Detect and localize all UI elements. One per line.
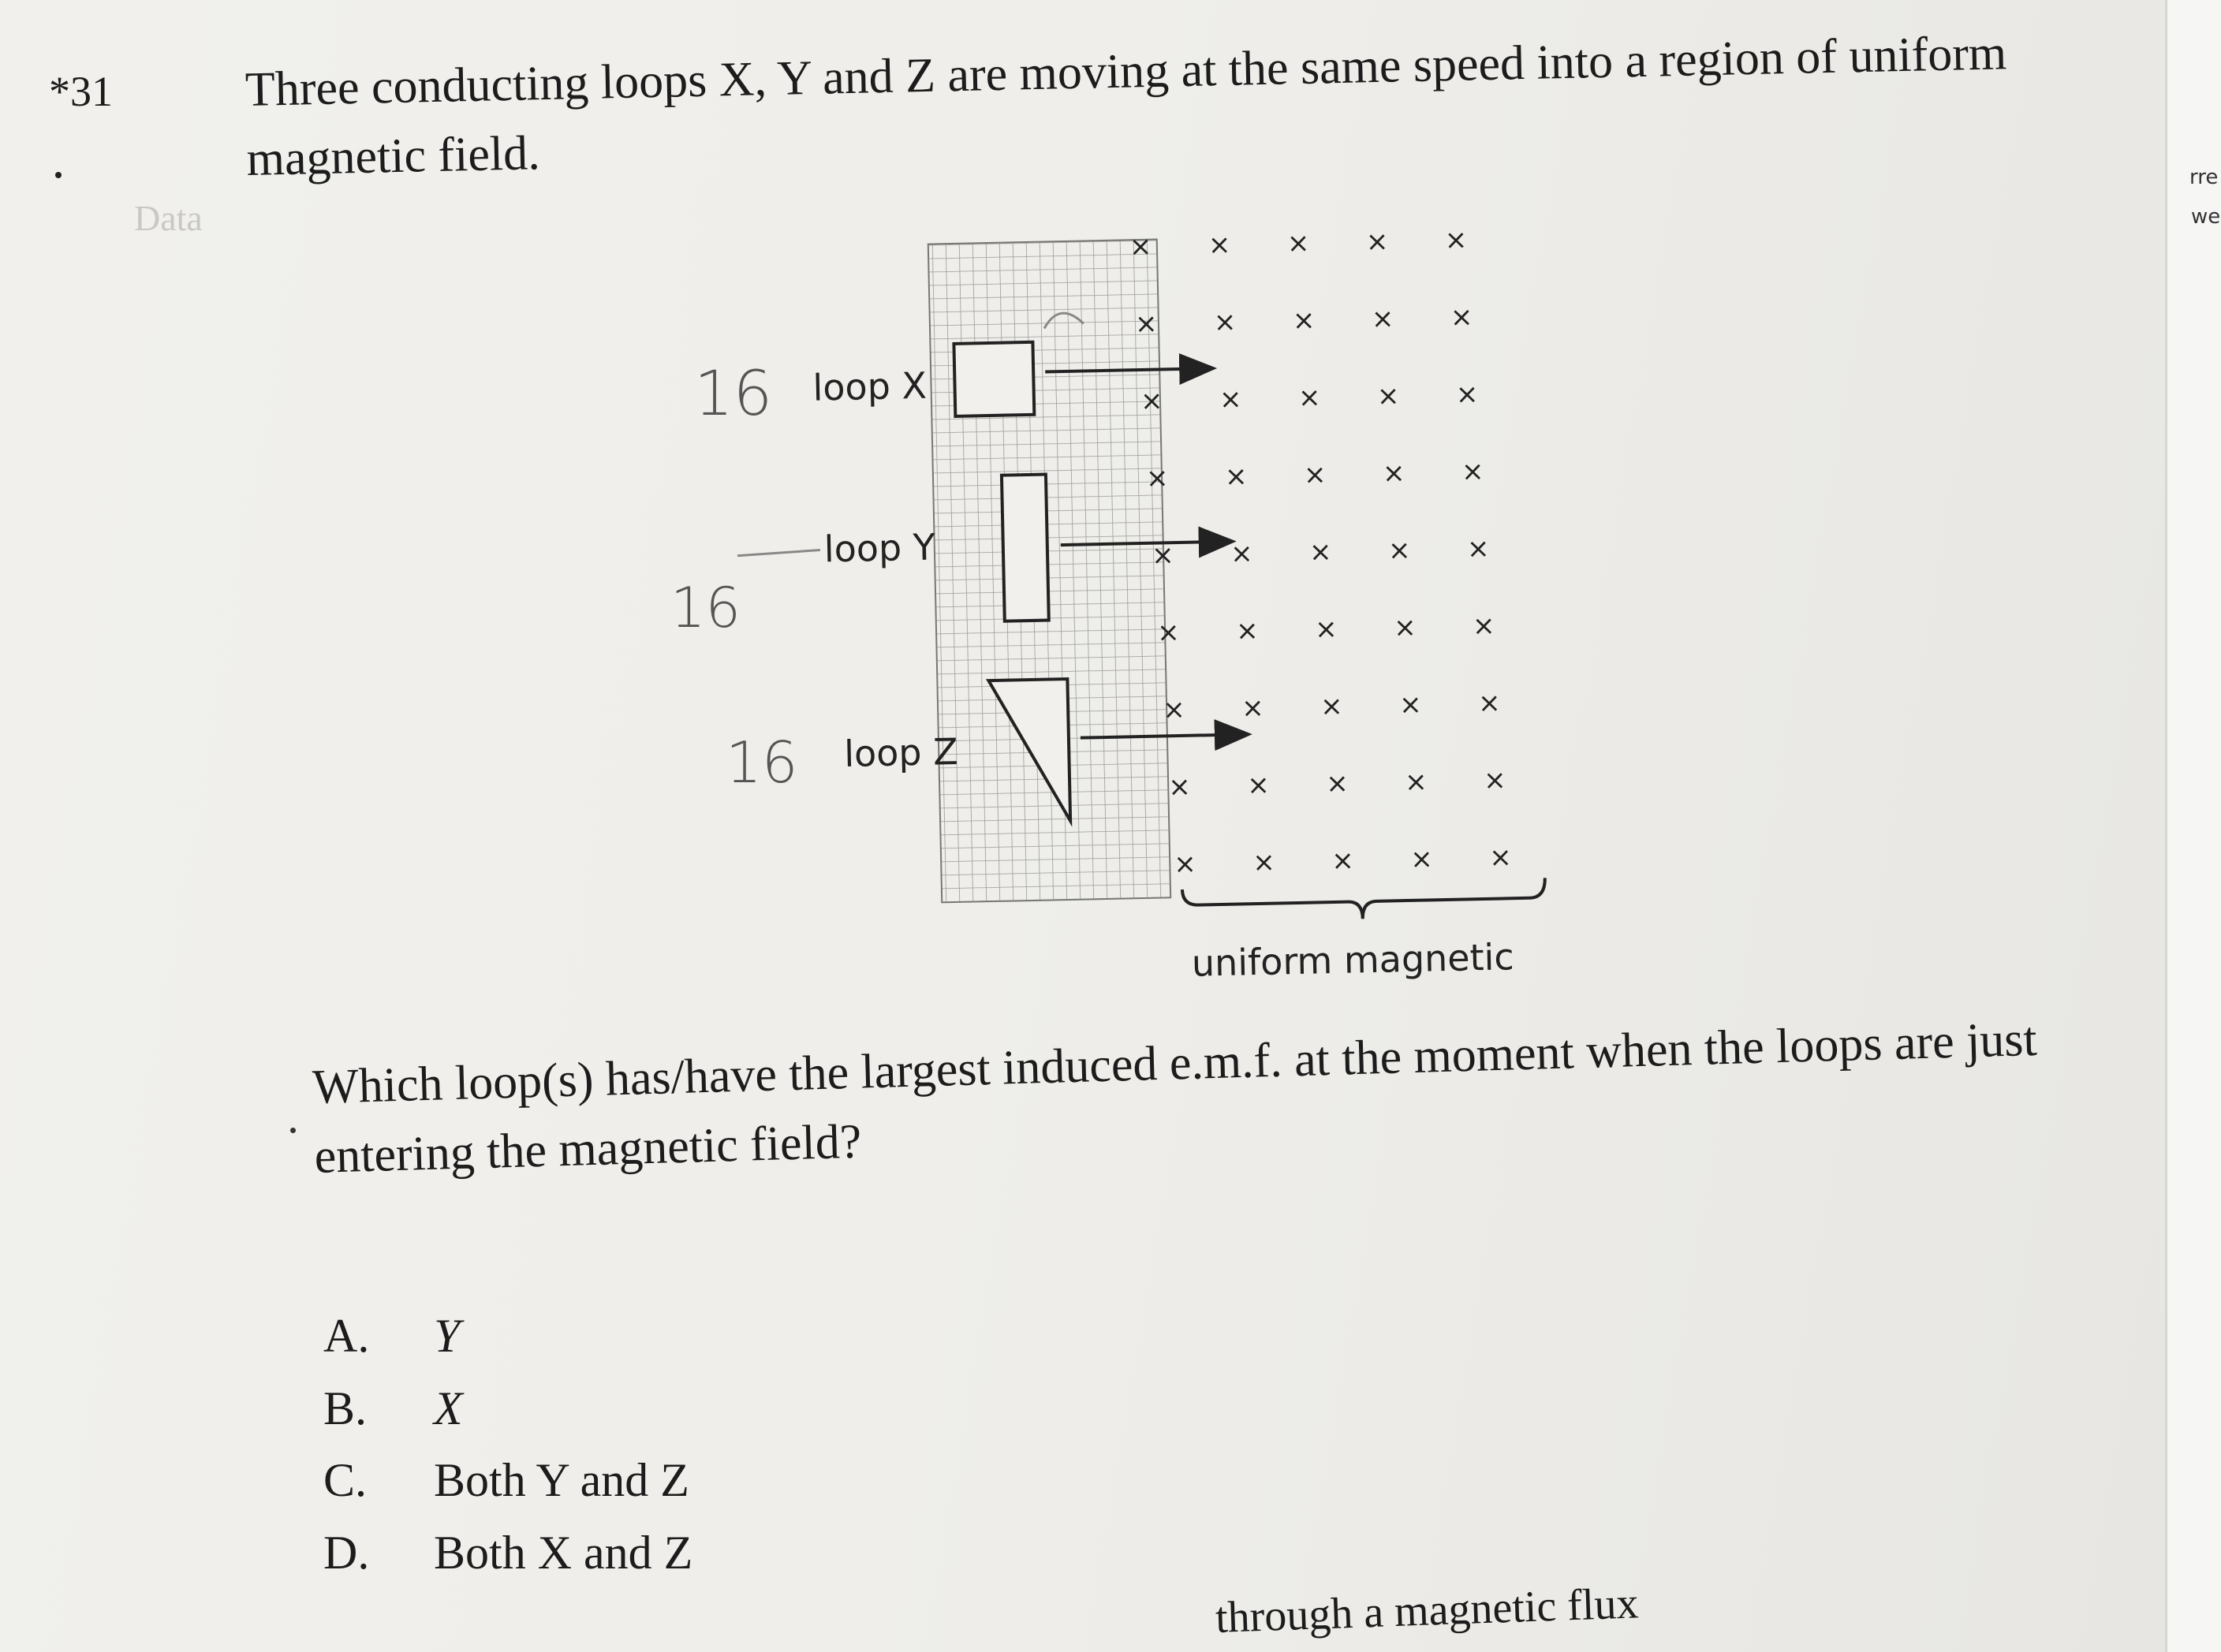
option-text: Y [434,1310,461,1362]
option-text: Both X and Z [434,1527,693,1579]
option-letter: D. [323,1527,370,1579]
field-cross: × [1444,224,1468,256]
question-prompt: Which loop(s) has/have the largest induced e.m.f. at the moment when the loops are just entering the magnetic field? [312,1012,2038,1184]
field-cross: × [1325,767,1349,800]
option-b[interactable] [323,1382,463,1436]
field-cross: × [1466,532,1490,565]
field-cross: × [1208,229,1231,262]
option-text: X [434,1382,463,1434]
field-brace [1182,878,1546,923]
field-cross: × [1393,611,1417,644]
field-cross: × [1297,382,1321,414]
handwritten-annotation: 16 [670,576,741,640]
field-cross: × [1134,308,1158,341]
handwritten-annotation: 16 [694,359,773,430]
field-cross: × [1162,693,1186,726]
field-cross: × [1398,688,1423,722]
field-cross: × [1331,845,1355,878]
field-label: uniform magnetic [1191,935,1515,985]
field-cross: × [1241,692,1265,725]
field-cross: × [1303,459,1327,491]
option-letter: A. [323,1310,370,1362]
option-d[interactable] [323,1526,692,1580]
field-cross: × [1472,610,1495,643]
field-cross: × [1365,226,1389,258]
edge-fragment: we [2191,205,2221,229]
edge-fragment: rre [2189,166,2219,189]
field-cross: × [1477,687,1502,720]
magnetic-field-region [1129,223,1512,881]
field-cross: × [1224,461,1248,493]
field-cross: × [1156,617,1181,649]
option-letter: C. [323,1454,368,1506]
option-text: Both Y and Z [434,1454,689,1506]
pencil-line [737,550,820,556]
question-stem: Three conducting loops X, Y and Z are moving at the same speed into a region of uniform magnetic field. [244,26,2007,186]
option-c[interactable] [323,1453,689,1508]
field-cross: × [1246,769,1271,802]
field-cross: × [1488,841,1513,874]
field-cross: × [1286,227,1310,260]
field-cross: × [1404,766,1428,799]
field-cross: × [1308,535,1332,569]
field-cross: × [1409,843,1434,875]
field-cross: × [1320,690,1344,723]
loop-y-rectangle [1002,475,1049,621]
field-cross: × [1230,538,1254,570]
field-cross: × [1314,613,1338,646]
field-cross: × [1173,848,1197,881]
field-cross: × [1129,230,1152,263]
question-number: *31 [49,68,113,115]
bullet-dot [290,1128,296,1133]
field-cross: × [1371,303,1394,335]
field-cross: × [1140,385,1163,417]
field-cross: × [1219,383,1242,416]
loop-x-label: loop X [812,364,928,409]
option-letter: B. [323,1382,368,1434]
field-cross: × [1235,614,1260,647]
field-cross: × [1455,379,1479,411]
field-cross: × [1450,301,1473,334]
field-cross: × [1461,455,1484,488]
field-cross: × [1483,764,1507,796]
field-cross: × [1376,380,1400,412]
handwritten-annotation: 16 [726,729,798,796]
field-cross: × [1382,457,1405,490]
field-cross: × [1252,846,1276,879]
footer-fragment: through a magnetic flux [1215,1579,1640,1643]
field-cross: × [1213,306,1237,339]
field-cross: × [1387,534,1411,567]
field-cross: × [1145,462,1169,494]
bleed-through-text: Data [134,198,203,238]
loop-z-label: loop Z [843,729,959,775]
loop-x-square [954,342,1034,416]
field-cross: × [1292,304,1316,337]
field-cross: × [1151,539,1175,572]
field-cross: × [1167,770,1192,804]
loop-y-label: loop Y [823,525,936,571]
option-a[interactable] [323,1309,460,1363]
